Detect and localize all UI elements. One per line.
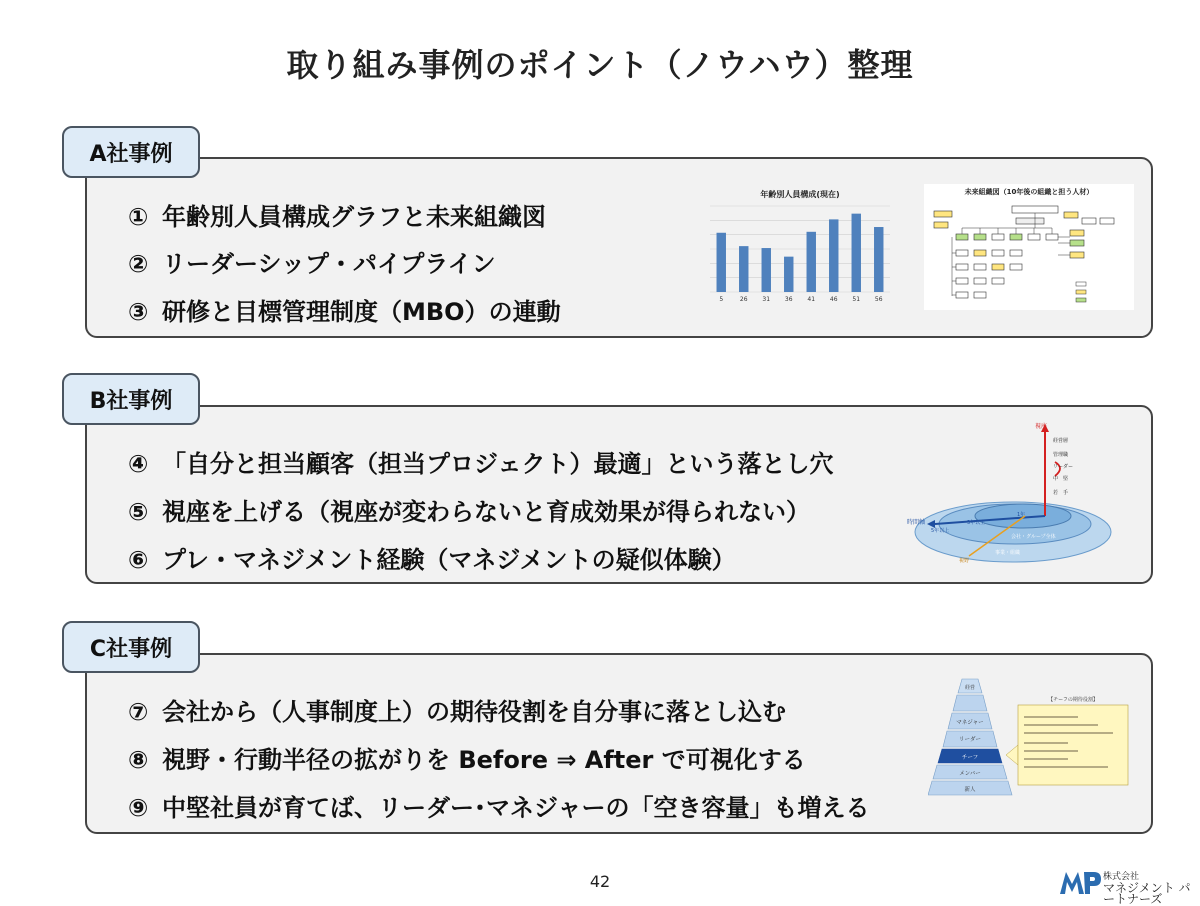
scope-company: 会社・グループ全体: [1011, 534, 1056, 540]
chart-bar: [717, 233, 726, 292]
chart-tick-label: 51: [852, 296, 861, 303]
item-number: ③: [128, 298, 149, 326]
item-number: ⑨: [128, 794, 149, 822]
item-text: 会社から（人事制度上）の期待役割を自分事に落とし込む: [162, 698, 786, 726]
chart-tick-label: 46: [829, 296, 838, 303]
item-number: ④: [128, 450, 149, 478]
viewpoint-diagram: [905, 420, 1115, 570]
chart-tick-labels: [719, 296, 882, 303]
item-text: 中堅社員が育てば、リーダー･マネジャーの「空き容量」も増える: [162, 794, 870, 822]
section-b-tab: B社事例: [62, 373, 200, 425]
item-text: 年齢別人員構成グラフと未来組織図: [162, 203, 546, 231]
org-chart-title: 未来組織図（10年後の組織と担う人材）: [964, 188, 1094, 196]
item-text: 研修と目標管理制度（MBO）の連動: [162, 298, 561, 326]
section-c-tab: C社事例: [62, 621, 200, 673]
page-title: 取り組み事例のポイント（ノウハウ）整理: [286, 46, 914, 84]
role-pyramid-diagram: [928, 675, 1138, 800]
chart-bar: [739, 246, 748, 292]
chart-bar: [874, 227, 883, 292]
company-name-main: マネジメント パートナーズ: [1103, 881, 1191, 906]
scope-business: 事業・組織: [995, 550, 1021, 556]
item-text: プレ・マネジメント経験（マネジメントの疑似体験）: [162, 546, 736, 574]
page-number: 42: [589, 872, 611, 891]
pyramid-executive: 経営: [964, 685, 976, 691]
item-number: ②: [128, 250, 149, 278]
chart-bar: [784, 257, 793, 292]
item-text: リーダーシップ・パイプライン: [162, 250, 496, 278]
section-b-item-6: [128, 540, 736, 575]
section-b-item-4: [128, 444, 834, 479]
pyramid-leader: リーダー: [958, 737, 982, 743]
company-name: [1103, 872, 1200, 905]
company-logo: [1058, 868, 1102, 896]
company-name-small: 株式会社: [1103, 872, 1140, 882]
chart-tick-label: 26: [739, 296, 748, 303]
section-a-tab: A社事例: [62, 126, 200, 178]
item-text: 「自分と担当顧客（担当プロジェクト）最適」という落とし穴: [162, 450, 834, 478]
pyramid-new-hire: 新人: [964, 787, 976, 793]
time-axis-label: 時間軸: [907, 519, 926, 526]
chart-bar: [852, 214, 861, 292]
pyramid-manager: マネジャー: [956, 720, 984, 726]
pyramid-chief: チーフ: [961, 755, 979, 761]
years-1: 1年: [1017, 512, 1026, 518]
section-c-item-8: [128, 740, 806, 775]
section-a-item-2: [128, 244, 496, 279]
chart-bar: [807, 232, 816, 292]
chart-title: 年齢別人員構成(現在): [760, 190, 840, 199]
section-a-item-1: [128, 197, 546, 232]
item-number: ⑤: [128, 498, 149, 526]
level-manager: 管理職: [1053, 452, 1069, 458]
chart-tick-label: 56: [874, 296, 883, 303]
chart-gridlines: [710, 206, 890, 292]
chart-tick-label: 31: [762, 296, 771, 303]
section-a-item-3: [128, 292, 561, 327]
pyramid-member: メンバー: [959, 771, 981, 777]
section-c-item-7: [128, 692, 786, 727]
chart-tick-label: 5: [719, 296, 724, 303]
chart-tick-label: 36: [784, 296, 793, 303]
future-org-chart: [924, 184, 1134, 310]
item-text: 視座を上げる（視座が変わらないと育成効果が得られない）: [162, 498, 810, 526]
chart-tick-label: 41: [807, 296, 816, 303]
section-c-item-9: [128, 788, 870, 823]
age-composition-chart: [702, 186, 898, 322]
level-mid: 中 堅: [1053, 476, 1069, 482]
chart-bar: [829, 219, 838, 292]
view-label: 視野: [959, 558, 970, 564]
section-b-item-5: [128, 492, 810, 527]
years-5: 5年以上: [931, 528, 950, 534]
item-number: ⑥: [128, 546, 149, 574]
item-number: ⑦: [128, 698, 149, 726]
item-number: ①: [128, 203, 149, 231]
years-3: 3年以上: [967, 520, 986, 526]
level-executive: 経営層: [1053, 438, 1069, 444]
level-junior: 若 手: [1053, 490, 1069, 496]
callout-title: 【チーフの期待役割】: [1048, 697, 1098, 703]
item-number: ⑧: [128, 746, 149, 774]
item-text: 視野・行動半径の拡がりを Before ⇒ After で可視化する: [162, 746, 806, 774]
vertical-axis-label: 視座: [1035, 423, 1048, 430]
chart-bar: [762, 248, 771, 292]
chart-bars: [717, 214, 884, 292]
level-leader: リーダー: [1053, 464, 1074, 470]
